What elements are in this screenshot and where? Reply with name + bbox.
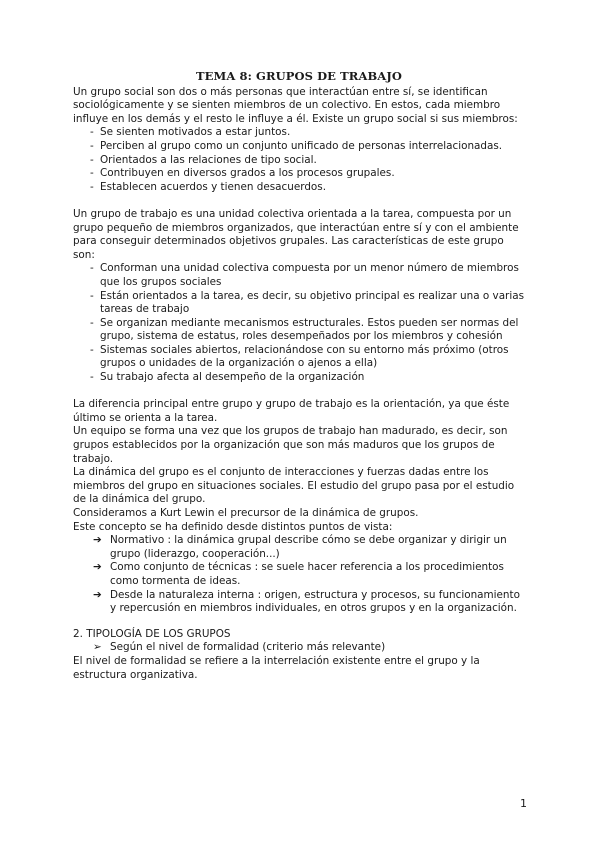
- list-puntos-vista: [73, 534, 525, 616]
- list-item: [73, 589, 525, 616]
- list-grupo-trabajo: [73, 262, 525, 384]
- list-item: [73, 534, 525, 561]
- subheading-item: [73, 641, 525, 655]
- arrow-bullet-icon: ➔: [93, 561, 102, 574]
- page-title: TEMA 8: GRUPOS DE TRABAJO: [196, 69, 402, 83]
- arrow-bullet-icon: ➔: [93, 534, 102, 547]
- list-item: - Conforman una unidad colectiva compuesta por un menor número de miembros que los grupos sociales: [73, 262, 525, 289]
- list-item: - Se organizan mediante mecanismos estructurales. Estos pueden ser normas del grupo, sistema de estatus, roles desempeñados por los miembros y cohesión: [73, 317, 525, 344]
- paragraph-dinamica: La dinámica del grupo es el conjunto de interacciones y fuerzas dadas entre los miembros del grupo en situaciones sociales. El estudio del grupo pasa por el estudio de la dinámica del grupo.: [73, 466, 515, 506]
- list-item-text: Normativo : la dinámica grupal describe cómo se debe organizar y dirigir un grupo (liderazgo, cooperación...): [110, 534, 507, 560]
- page-number: 1: [520, 797, 527, 810]
- list-item: - Se sienten motivados a estar juntos.: [73, 126, 525, 140]
- paragraph-grupo-social: Un grupo social son dos o más personas que interactúan entre sí, se identifican sociológicamente y se sienten miembros de un colectivo. En estos, cada miembro influye en los demás y el resto le influye a él. Existe un grupo social si sus miembros:: [73, 85, 518, 125]
- list-grupo-social: [73, 126, 525, 194]
- list-item-text: Desde la naturaleza interna : origen, estructura y procesos, su funcionamiento y repercusión en miembros individuales, en otros grupos y en la organización.: [110, 588, 520, 615]
- paragraph-puntos-vista: Este concepto se ha definido desde distintos puntos de vista:: [73, 520, 393, 533]
- list-item: - Orientados a las relaciones de tipo social.: [73, 154, 525, 168]
- paragraph-formalidad: El nivel de formalidad se refiere a la interrelación existente entre el grupo y la estructura organizativa.: [73, 654, 480, 681]
- list-item: - Sistemas sociales abiertos, relacionándose con su entorno más próximo (otros grupos o unidades de la organización o ajenos a ella): [73, 344, 525, 371]
- arrow-bullet-icon: ➔: [93, 588, 102, 601]
- list-item: - Perciben al grupo como un conjunto unificado de personas interrelacionadas.: [73, 140, 525, 154]
- document-page: [73, 70, 525, 682]
- list-item: - Contribuyen en diversos grados a los procesos grupales.: [73, 167, 525, 181]
- list-item-text: Como conjunto de técnicas : se suele hacer referencia a los procedimientos como tormenta de ideas.: [110, 561, 504, 587]
- spacer: [73, 385, 525, 399]
- list-item: [73, 561, 525, 588]
- subheading-text: Según el nivel de formalidad (criterio más relevante): [110, 641, 386, 654]
- paragraph-kurt-lewin: Consideramos a Kurt Lewin el precursor de la dinámica de grupos.: [73, 507, 419, 519]
- triangle-bullet-icon: ➢: [93, 641, 102, 654]
- list-item: - Establecen acuerdos y tienen desacuerdos.: [73, 181, 525, 195]
- paragraph-diferencia: La diferencia principal entre grupo y grupo de trabajo es la orientación, ya que éste último se orienta a la tarea.: [73, 398, 510, 424]
- paragraph-equipo: Un equipo se forma una vez que los grupos de trabajo han madurado, es decir, son grupos establecidos por la organización que son más maduros que los grupos de trabajo.: [73, 425, 508, 465]
- spacer: [73, 194, 525, 208]
- section-heading-tipologia: 2. TIPOLOGÍA DE LOS GRUPOS: [73, 627, 231, 640]
- list-item: - Están orientados a la tarea, es decir, su objetivo principal es realizar una o varias tareas de trabajo: [73, 290, 525, 317]
- paragraph-grupo-trabajo: Un grupo de trabajo es una unidad colectiva orientada a la tarea, compuesta por un grupo pequeño de miembros organizados, que interactúan entre sí y con el ambiente para conseguir determinados objetivos grupales. Las características de este grupo son:: [73, 207, 519, 261]
- list-item: - Su trabajo afecta al desempeño de la organización: [73, 371, 525, 385]
